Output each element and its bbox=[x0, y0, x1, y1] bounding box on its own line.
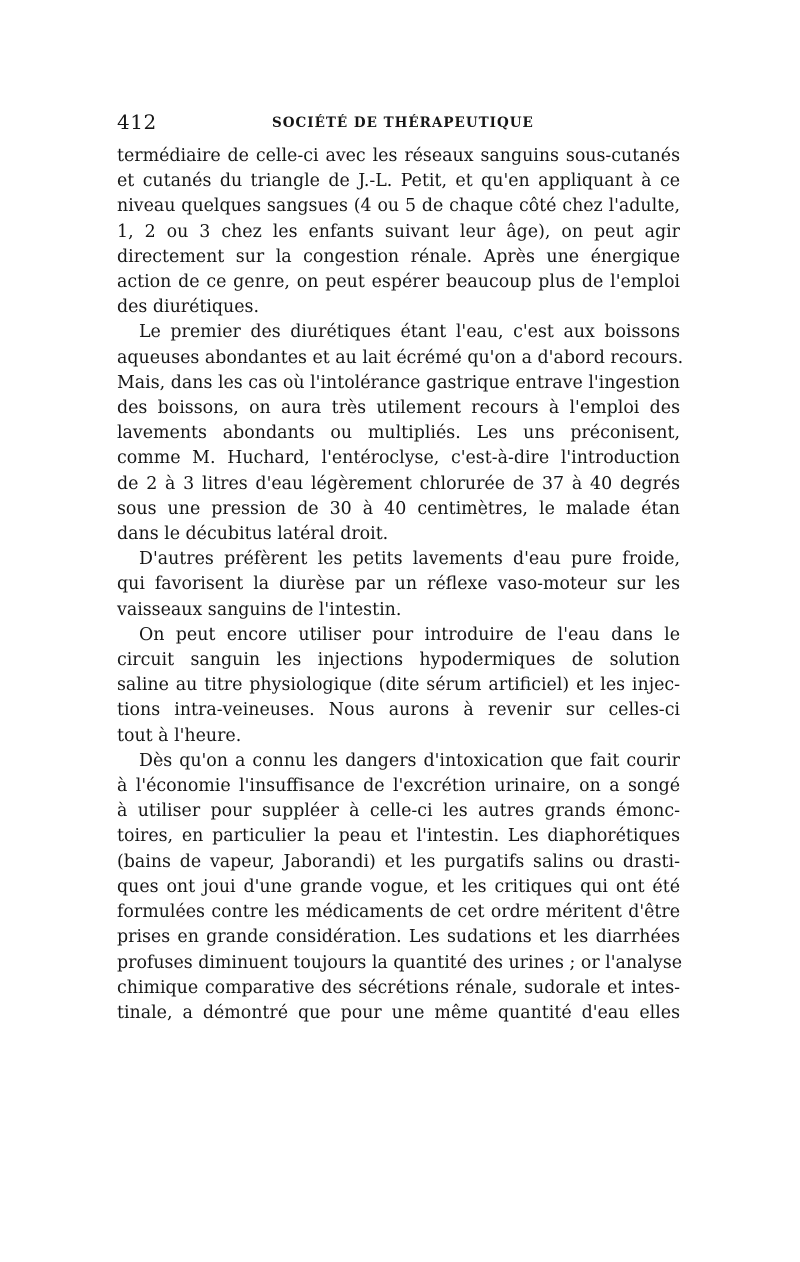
text-line: à l'économie l'insuffisance de l'excrétion urinaire, on a songé bbox=[117, 776, 680, 797]
text-line: action de ce genre, on peut espérer beaucoup plus de l'emploi bbox=[117, 272, 680, 293]
text-line: de 2 à 3 litres d'eau légèrement chlorurée de 37 à 40 degrés bbox=[117, 473, 680, 494]
paragraph bbox=[117, 144, 680, 320]
text-line: circuit sanguin les injections hypodermiques de solution bbox=[117, 650, 680, 671]
text-line: et cutanés du triangle de J.-L. Petit, et qu'en appliquant à ce bbox=[117, 171, 680, 192]
text-line: directement sur la congestion rénale. Après une énergique bbox=[117, 246, 680, 267]
text-line: saline au titre physiologique (dite sérum artificiel) et les injec- bbox=[117, 675, 680, 696]
text-line: toires, en particulier la peau et l'intestin. Les diaphorétiques bbox=[117, 826, 680, 847]
text-line: tout à l'heure. bbox=[117, 725, 242, 746]
text-line: tinale, a démontré que pour une même quantité d'eau elles bbox=[117, 1002, 680, 1023]
text-line: prises en grande considération. Les sudations et les diarrhées bbox=[117, 927, 680, 948]
text-line: formulées contre les médicaments de cet ordre méritent d'être bbox=[117, 902, 680, 923]
text-line: (bains de vapeur, Jaborandi) et les purgatifs salins ou drasti- bbox=[117, 851, 680, 872]
book-page bbox=[117, 110, 684, 1026]
text-line: à utiliser pour suppléer à celle-ci les autres grands émonc- bbox=[117, 801, 680, 822]
text-line: chimique comparative des sécrétions rénale, sudorale et intes- bbox=[117, 977, 680, 998]
text-line: des boissons, on aura très utilement recours à l'emploi des bbox=[117, 398, 680, 419]
text-line: D'autres préfèrent les petits lavements d'eau pure froide, bbox=[139, 549, 680, 570]
text-line: sous une pression de 30 à 40 centimètres, le malade étan bbox=[117, 498, 680, 519]
text-line: On peut encore utiliser pour introduire de l'eau dans le bbox=[139, 624, 680, 645]
page-number: 412 bbox=[117, 110, 157, 134]
text-line: 1, 2 ou 3 chez les enfants suivant leur âge), on peut agir bbox=[117, 221, 680, 242]
text-line: Le premier des diurétiques étant l'eau, c'est aux boissons bbox=[139, 322, 680, 343]
text-line: tions intra-veineuses. Nous aurons à revenir sur celles-ci bbox=[117, 700, 680, 721]
text-line: vaisseaux sanguins de l'intestin. bbox=[117, 599, 402, 620]
paragraph bbox=[117, 320, 684, 547]
running-title: SOCIÉTÉ DE THÉRAPEUTIQUE bbox=[272, 115, 534, 131]
text-line: comme M. Huchard, l'entéroclyse, c'est-à-dire l'introduction bbox=[117, 448, 680, 469]
text-line: des diurétiques. bbox=[117, 297, 260, 318]
paragraph bbox=[117, 623, 680, 749]
text-line: qui favorisent la diurèse par un réflexe vaso-moteur sur les bbox=[117, 574, 680, 595]
text-line: niveau quelques sangsues (4 ou 5 de chaque côté chez l'adulte, bbox=[117, 196, 680, 217]
text-line: Mais, dans les cas où l'intolérance gastrique entrave l'ingestion bbox=[117, 372, 680, 393]
running-head bbox=[117, 110, 680, 144]
body-text bbox=[117, 144, 684, 1026]
text-line: Dès qu'on a connu les dangers d'intoxication que fait courir bbox=[139, 750, 680, 771]
text-line: aqueuses abondantes et au lait écrémé qu'on a d'abord recours. bbox=[117, 347, 684, 368]
text-line: ques ont joui d'une grande vogue, et les critiques qui ont été bbox=[117, 876, 680, 897]
text-line: termédiaire de celle-ci avec les réseaux sanguins sous-cutanés bbox=[117, 146, 680, 166]
text-line: dans le décubitus latéral droit. bbox=[117, 524, 389, 545]
text-line: lavements abondants ou multipliés. Les uns préconisent, bbox=[117, 423, 680, 444]
paragraph bbox=[117, 749, 683, 1026]
text-line: profuses diminuent toujours la quantité des urines ; or l'analyse bbox=[117, 952, 683, 973]
paragraph bbox=[117, 547, 680, 623]
